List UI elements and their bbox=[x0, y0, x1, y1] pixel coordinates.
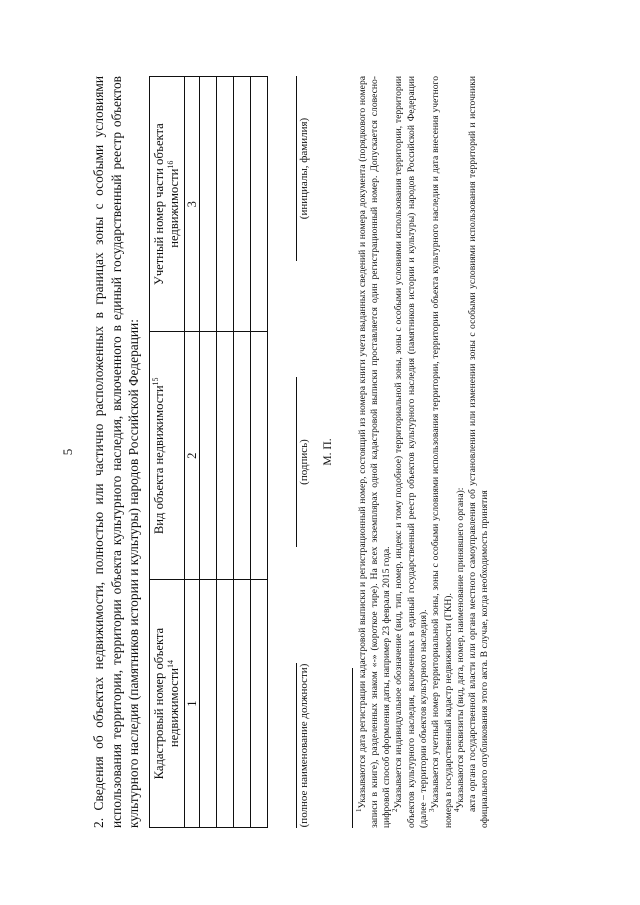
stamp-place: М. П. bbox=[321, 438, 334, 466]
signature-block bbox=[296, 76, 310, 828]
footnote: $^2$Указывается индивидуальное обозначение (вид, тип, номер, индекс и тому подобное) территориальной зоны, зоны с особыми условиями использования территории, территории объектов культурного наследия, включенных в единый государственный реестр объектов культурного наследия (памятников истории и культуры) народов Российской Федерации (далее – территории объектов культурного наследия). bbox=[391, 76, 429, 828]
footnote: $^3$Указывается учетный номер территориальной зоны, зоны с особыми условиями использования территории, территории объекта культурного наследия и дата внесения учетного номера в государственный кадастр недвижимости (ГКН). bbox=[428, 76, 454, 828]
column-number: 3 bbox=[184, 77, 199, 332]
column-number: 2 bbox=[184, 332, 199, 580]
table-row bbox=[199, 77, 216, 828]
table-cell bbox=[250, 580, 267, 828]
table-cell bbox=[216, 580, 233, 828]
table-cell bbox=[233, 77, 250, 332]
table-cell bbox=[199, 332, 216, 580]
page-number: 5 bbox=[60, 448, 75, 456]
table-cell bbox=[233, 332, 250, 580]
table-row bbox=[233, 77, 250, 828]
objects-table bbox=[149, 76, 268, 828]
signature-sign-caption: (подпись) bbox=[296, 377, 310, 547]
table-cell bbox=[199, 580, 216, 828]
footnote: $^1$Указываются дата регистрации кадастровой выписки и регистрационный номер, состоящий из номера книги учета выданных сведений и номера документа (порядкового номера записи в книге), разделенных знаком «-» (короткое тире). На всех экземплярах одной кадастровой выписки проставляется один регистрационный номер. Допускается словесно-цифровой способ оформления даты, например 23 февраля 2015 года. bbox=[354, 76, 393, 828]
footnote: акта органа государственной власти или органа местного самоуправления об установлении или изменении зоны с особыми условиями использования территорий и источники официального опубликования этого акта. В случае, когда необходимость принятия bbox=[467, 76, 491, 828]
document-page bbox=[40, 52, 600, 852]
table-cell bbox=[216, 332, 233, 580]
section-heading: 2. Сведения об объектах недвижимости, полностью или частично расположенных в границах зоны с особыми условиями использования территории, территории объекта культурного наследия, включенного в единый государственный реестр объектов культурного наследия (памятников истории и культуры) народов Российской Федерации: bbox=[91, 76, 141, 828]
table-cell bbox=[233, 580, 250, 828]
column-number-row bbox=[184, 77, 199, 828]
column-number: 1 bbox=[184, 580, 199, 828]
signature-name-caption: (инициалы, фамилия) bbox=[296, 76, 310, 261]
table-cell bbox=[250, 332, 267, 580]
column-header: Вид объекта недвижимости$^{15}$ bbox=[149, 332, 184, 580]
table-row bbox=[216, 77, 233, 828]
column-header: Кадастровый номер объекта недвижимости$^{14}$ bbox=[149, 580, 184, 828]
table-cell bbox=[216, 77, 233, 332]
signature-position-caption: (полное наименование должности) bbox=[297, 663, 310, 828]
table-cell bbox=[250, 77, 267, 332]
table-cell bbox=[199, 77, 216, 332]
table-header-row bbox=[149, 77, 184, 828]
column-header: Учетный номер части объекта недвижимости$^{16}$ bbox=[149, 77, 184, 332]
footnote: $^4$Указываются реквизиты (вид, дата, номер, наименование принявшего органа): bbox=[452, 487, 466, 812]
footnote-divider bbox=[352, 668, 353, 828]
table-row bbox=[250, 77, 267, 828]
